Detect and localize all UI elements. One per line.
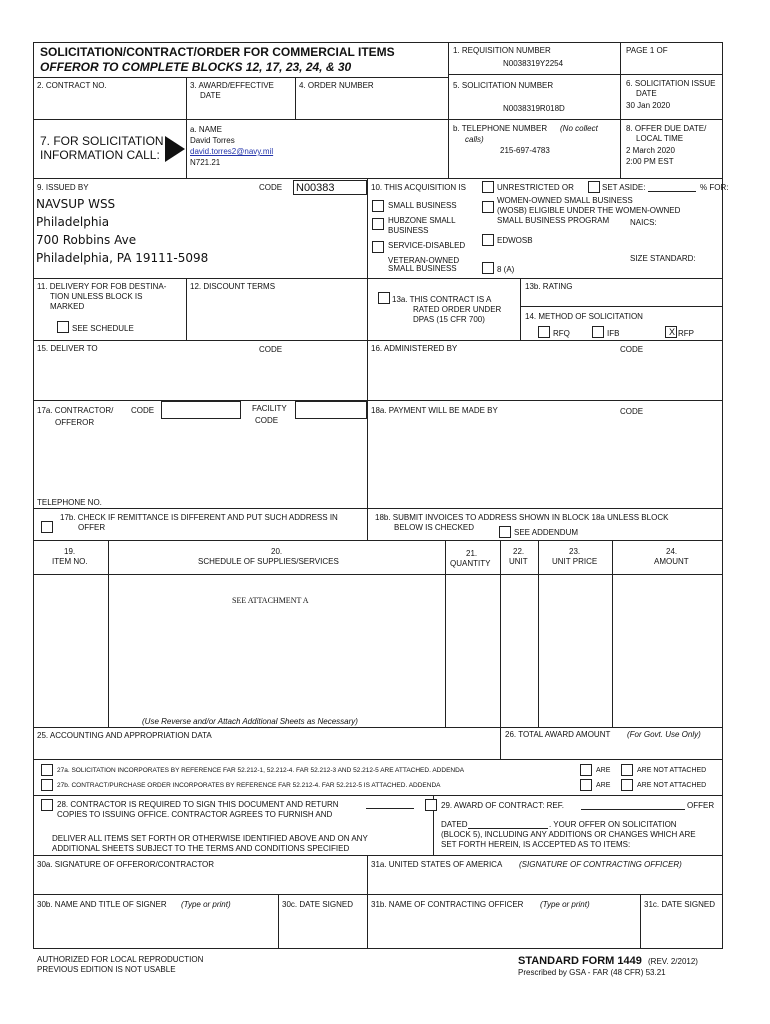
form-title: SOLICITATION/CONTRACT/ORDER FOR COMMERCIAL ITEMS <box>40 45 395 59</box>
issuer-addr-line2[interactable]: Philadelphia <box>36 215 110 229</box>
ifb-checkbox[interactable] <box>592 326 604 338</box>
unrestricted-label: UNRESTRICTED OR <box>497 183 574 192</box>
arrow-right-icon <box>165 136 185 162</box>
b29-dated: DATED <box>441 820 468 829</box>
b29-line2b: . YOUR OFFER ON SOLICITATION <box>549 820 677 829</box>
col20-num: 20. <box>271 547 283 556</box>
edwosb-label: EDWOSB <box>497 236 533 245</box>
b2-label: 2. CONTRACT NO. <box>37 81 107 90</box>
b13b-label: 13b. RATING <box>525 282 573 291</box>
28-checkbox[interactable] <box>41 799 53 811</box>
col-quantity: QUANTITY <box>450 559 491 568</box>
b29-line1: 29. AWARD OF CONTRACT: REF. <box>441 801 564 810</box>
b9-code-label: CODE <box>259 183 283 192</box>
set-aside-label: SET ASIDE: <box>602 183 646 192</box>
small-business-label: SMALL BUSINESS <box>388 201 457 210</box>
b11-label2: TION UNLESS BLOCK IS <box>50 292 143 301</box>
contact-office[interactable]: N721.21 <box>190 158 221 167</box>
b18b-label2: BELOW IS CHECKED <box>394 523 475 532</box>
see-schedule-checkbox[interactable] <box>57 321 69 333</box>
col-amount: AMOUNT <box>654 557 689 566</box>
b28-line3: DELIVER ALL ITEMS SET FORTH OR OTHERWISE IDENTIFIED ABOVE AND ON ANY <box>52 834 368 843</box>
b9-code-field[interactable] <box>293 180 367 195</box>
27a-not-attached-checkbox[interactable] <box>621 764 633 776</box>
issue-date[interactable]: 30 Jan 2020 <box>626 101 671 110</box>
b31c-label: 31c. DATE SIGNED <box>644 900 715 909</box>
b7-tel-label: b. TELEPHONE NUMBER <box>453 124 548 133</box>
wosb-label3: SMALL BUSINESS PROGRAM <box>497 216 610 225</box>
b16-code-label: CODE <box>620 345 644 354</box>
offer-due-time[interactable]: 2:00 PM EST <box>626 157 674 166</box>
b29-dated-line <box>468 828 548 829</box>
wosb-label2: (WOSB) ELIGIBLE UNDER THE WOMEN-OWNED <box>497 206 681 215</box>
form-subtitle: OFFEROR TO COMPLETE BLOCKS 12, 17, 23, 24, & 30 <box>40 60 352 74</box>
col-item-no: ITEM NO. <box>52 557 88 566</box>
naics-label: NAICS: <box>630 218 657 227</box>
page-label: PAGE 1 OF <box>626 46 668 55</box>
b13a-label: 13a. THIS CONTRACT IS A <box>392 295 492 304</box>
contact-name[interactable]: David Torres <box>190 136 235 145</box>
b28-line1: 28. CONTRACTOR IS REQUIRED TO SIGN THIS DOCUMENT AND RETURN <box>57 800 339 809</box>
b13a-label2: RATED ORDER UNDER <box>413 305 502 314</box>
offer-due-date[interactable]: 2 March 2020 <box>626 146 675 155</box>
eight-a-label: 8 (A) <box>497 265 515 274</box>
b18b-label: 18b. SUBMIT INVOICES TO ADDRESS SHOWN IN BLOCK 18a UNLESS BLOCK <box>375 513 669 522</box>
unrestricted-checkbox[interactable] <box>482 181 494 193</box>
27b-not-attached-checkbox[interactable] <box>621 779 633 791</box>
b9-label: 9. ISSUED BY <box>37 183 89 192</box>
issuer-addr-line4[interactable]: Philadelphia, PA 19111-5098 <box>36 251 209 265</box>
contractor-code-field[interactable] <box>161 401 241 419</box>
sdvosb-label2: VETERAN-OWNED <box>388 256 460 265</box>
b6-label: 6. SOLICITATION ISSUE <box>626 79 716 88</box>
b12-label: 12. DISCOUNT TERMS <box>190 282 276 291</box>
b14-label: 14. METHOD OF SOLICITATION <box>525 312 643 321</box>
b1-label: 1. REQUISITION NUMBER <box>453 46 551 55</box>
b11-label: 11. DELIVERY FOR FOB DESTINA- <box>37 282 167 291</box>
b3-label2: DATE <box>200 91 221 100</box>
b4-label: 4. ORDER NUMBER <box>299 81 374 90</box>
b6-label2: DATE <box>636 89 657 98</box>
b8-label2: LOCAL TIME <box>636 134 684 143</box>
27b-checkbox[interactable] <box>41 779 53 791</box>
issuer-addr-line1[interactable]: NAVSUP WSS <box>36 197 116 211</box>
requisition-number[interactable]: N0038319Y2254 <box>503 59 564 68</box>
29-checkbox[interactable] <box>425 799 437 811</box>
b30c-label: 30c. DATE SIGNED <box>282 900 353 909</box>
b15-code-label: CODE <box>259 345 283 354</box>
b28-copies-line <box>366 808 414 809</box>
b17b-label2: OFFER <box>78 523 106 532</box>
form-number: STANDARD FORM 1449 <box>518 955 642 967</box>
27a-are-label: ARE <box>596 767 611 774</box>
b30a-label: 30a. SIGNATURE OF OFFEROR/CONTRACTOR <box>37 860 215 869</box>
b29-line3: (BLOCK 5), INCLUDING ANY ADDITIONS OR CHANGES WHICH ARE <box>441 830 696 839</box>
27b-not-attached-label: ARE NOT ATTACHED <box>637 782 707 789</box>
b28-line2: COPIES TO ISSUING OFFICE. CONTRACTOR AGREES TO FURNISH AND <box>57 810 333 819</box>
hubzone-checkbox[interactable] <box>372 218 384 230</box>
b27b-text: 27b. CONTRACT/PURCHASE ORDER INCORPORATES BY REFERENCE FAR 52.212-4. FAR 52.212-5 IS ATTACHED. ADDENDA <box>57 782 441 789</box>
facility-code-field[interactable] <box>295 401 367 419</box>
prescribed-by: Prescribed by GSA - FAR (48 CFR) 53.21 <box>518 968 666 977</box>
b31b-label: 31b. NAME OF CONTRACTING OFFICER <box>371 900 524 909</box>
form-revision: (REV. 2/2012) <box>648 957 698 966</box>
27a-not-attached-label: ARE NOT ATTACHED <box>637 767 707 774</box>
b25-label: 25. ACCOUNTING AND APPROPRIATION DATA <box>37 731 212 740</box>
27b-are-checkbox[interactable] <box>580 779 592 791</box>
sdvosb-label: SERVICE-DISABLED <box>388 241 466 250</box>
b16-label: 16. ADMINISTERED BY <box>371 344 458 353</box>
b7-tel-note2: calls) <box>465 135 484 144</box>
col24-num: 24. <box>666 547 678 556</box>
col-unit-price: UNIT PRICE <box>552 557 598 566</box>
col19-num: 19. <box>64 547 76 556</box>
b18a-code-label: CODE <box>620 407 644 416</box>
b26-label: 26. TOTAL AWARD AMOUNT <box>505 730 611 739</box>
issuer-code: N00383 <box>296 182 335 194</box>
b29-ref-line <box>581 809 685 810</box>
col-schedule: SCHEDULE OF SUPPLIES/SERVICES <box>198 557 339 566</box>
telephone-label: TELEPHONE NO. <box>37 498 102 507</box>
b30b-note: (Type or print) <box>181 900 231 909</box>
b17a-label2: OFFEROR <box>55 418 95 427</box>
wosb-label: WOMEN-OWNED SMALL BUSINESS <box>497 196 633 205</box>
b7-tel-note: (No collect <box>560 124 598 133</box>
b28-line4: ADDITIONAL SHEETS SUBJECT TO THE TERMS AND CONDITIONS SPECIFIED <box>52 844 350 853</box>
ifb-label: IFB <box>607 329 620 338</box>
rfp-check-mark: X <box>669 327 676 337</box>
b3-label: 3. AWARD/EFFECTIVE <box>190 81 274 90</box>
wosb-checkbox[interactable] <box>482 201 494 213</box>
b31b-note: (Type or print) <box>540 900 590 909</box>
b31a-label: 31a. UNITED STATES OF AMERICA <box>371 860 503 869</box>
see-addendum-checkbox[interactable] <box>499 526 511 538</box>
b8-label: 8. OFFER DUE DATE/ <box>626 124 707 133</box>
pct-for-label: % FOR: <box>700 183 729 192</box>
b27a-text: 27a. SOLICITATION INCORPORATES BY REFERENCE FAR 52.212-1, 52.212-4. FAR 52.212-3 AND 52.212-5 ARE ATTACHED. ADDENDA <box>57 767 465 774</box>
sdvosb-checkbox[interactable] <box>372 241 384 253</box>
col22-num: 22. <box>513 547 525 556</box>
b13a-label3: DPAS (15 CFR 700) <box>413 315 485 324</box>
hubzone-label: HUBZONE SMALL <box>388 216 456 225</box>
issuer-addr-line3[interactable]: 700 Robbins Ave <box>36 233 137 247</box>
b5-label: 5. SOLICITATION NUMBER <box>453 81 554 90</box>
rfp-label: RFP <box>678 329 694 338</box>
see-addendum-label: SEE ADDENDUM <box>514 528 579 537</box>
b18a-label: 18a. PAYMENT WILL BE MADE BY <box>371 406 498 415</box>
set-aside-pct-line <box>648 191 696 192</box>
col21-num: 21. <box>466 549 478 558</box>
b7-label2: INFORMATION CALL: <box>40 148 160 162</box>
b15-label: 15. DELIVER TO <box>37 344 98 353</box>
see-attachment-text: SEE ATTACHMENT A <box>232 596 309 605</box>
b7-name-label: a. NAME <box>190 125 223 134</box>
set-aside-checkbox[interactable] <box>588 181 600 193</box>
b17a-label: 17a. CONTRACTOR/ <box>37 406 114 415</box>
edwosb-checkbox[interactable] <box>482 234 494 246</box>
b7-label: 7. FOR SOLICITATION <box>40 134 164 148</box>
b29-offer: OFFER <box>687 801 715 810</box>
reverse-note: (Use Reverse and/or Attach Additional Sheets as Necessary) <box>142 717 358 726</box>
27b-are-label: ARE <box>596 782 611 789</box>
hubzone-label2: BUSINESS <box>388 226 429 235</box>
eight-a-checkbox[interactable] <box>482 262 494 274</box>
col23-num: 23. <box>569 547 581 556</box>
facility-label: FACILITY <box>252 404 287 413</box>
b17a-code-label: CODE <box>131 406 155 415</box>
remittance-checkbox[interactable] <box>41 521 53 533</box>
small-business-checkbox[interactable] <box>372 200 384 212</box>
b30b-label: 30b. NAME AND TITLE OF SIGNER <box>37 900 167 909</box>
rated-order-checkbox[interactable] <box>378 292 390 304</box>
see-schedule-label: SEE SCHEDULE <box>72 324 134 333</box>
27a-are-checkbox[interactable] <box>580 764 592 776</box>
rfq-checkbox[interactable] <box>538 326 550 338</box>
b26-note: (For Govt. Use Only) <box>627 730 701 739</box>
b17b-label: 17b. CHECK IF REMITTANCE IS DIFFERENT AND PUT SUCH ADDRESS IN <box>60 513 338 522</box>
sdvosb-label3: SMALL BUSINESS <box>388 264 457 273</box>
col-unit: UNIT <box>509 557 528 566</box>
solicitation-number[interactable]: N0038319R018D <box>503 104 565 113</box>
rfq-label: RFQ <box>553 329 570 338</box>
b10-label: 10. THIS ACQUISITION IS <box>371 183 466 192</box>
footer-line2: PREVIOUS EDITION IS NOT USABLE <box>37 965 176 974</box>
b31a-note: (SIGNATURE OF CONTRACTING OFFICER) <box>519 860 682 869</box>
contact-telephone[interactable]: 215-697-4783 <box>500 146 550 155</box>
size-standard-label: SIZE STANDARD: <box>630 254 696 263</box>
27a-checkbox[interactable] <box>41 764 53 776</box>
footer-line1: AUTHORIZED FOR LOCAL REPRODUCTION <box>37 955 204 964</box>
b11-label3: MARKED <box>50 302 85 311</box>
b29-line4: SET FORTH HEREIN, IS ACCEPTED AS TO ITEMS: <box>441 840 631 849</box>
contact-email-link[interactable]: david.torres2@navy.mil <box>190 147 274 156</box>
facility-label2: CODE <box>255 416 279 425</box>
